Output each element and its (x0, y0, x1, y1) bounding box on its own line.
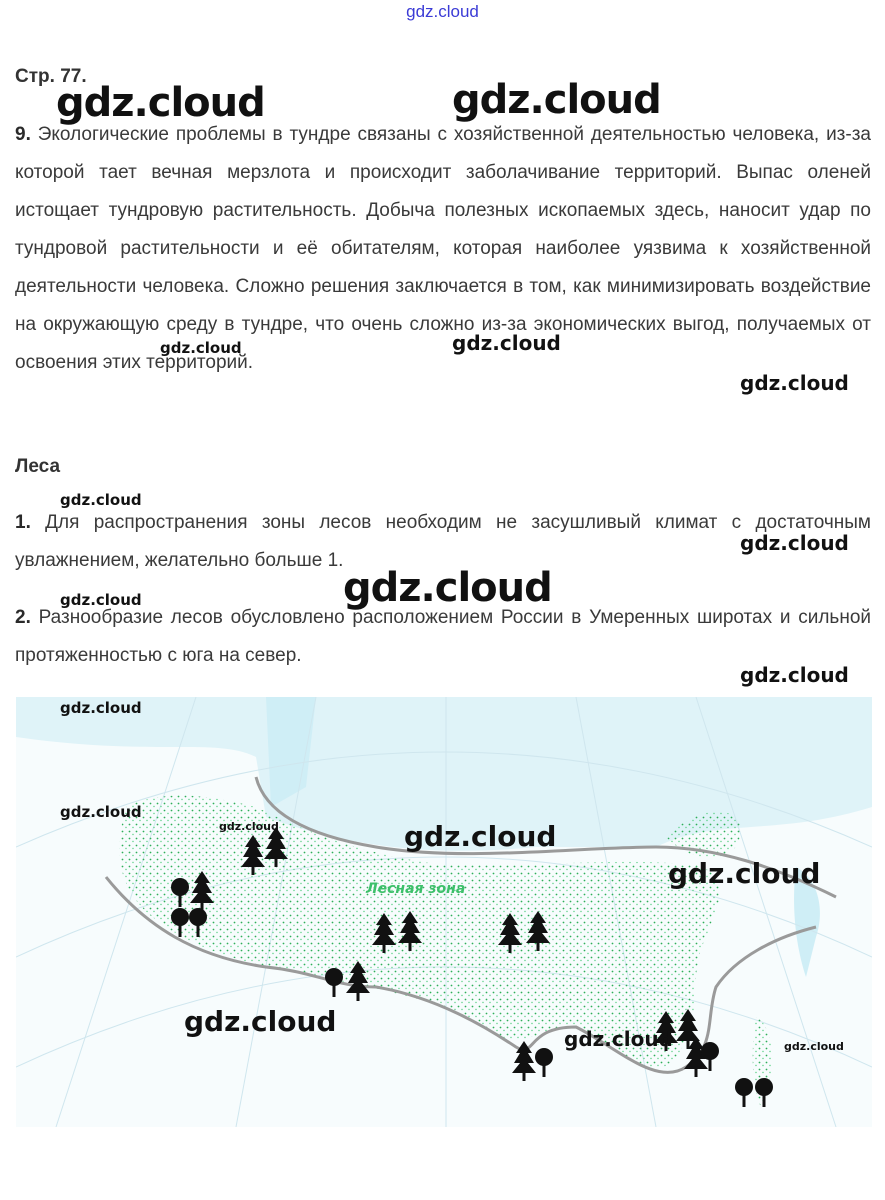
answer-9-text: Экологические проблемы в тундре связаны с хозяйственной деятельностью человека, из-за которой тает вечная мерзлота и происходит заболачивание территорий. Выпас оленей истощает тундровую растительность. Добыча полезных ископаемых здесь, наносит удар по тундровой растительности и её обитателям, которая наиболее уязвима к хозяйственной деятельности человека. Сложно решения заключается в том, как минимизировать воздействие на окружающую среду в тундре, что очень сложно из-за экономических выгод, получаемых от освоения этих территорий. (15, 124, 872, 373)
watermark: gdz.cloud (668, 857, 821, 890)
watermark: gdz.cloud (740, 371, 849, 395)
section-title-forests: Леса (15, 456, 61, 477)
map-label-forest-zone: Лесная зона (366, 881, 466, 897)
watermark: gdz.cloud (404, 820, 557, 853)
watermark: gdz.cloud (56, 80, 265, 126)
watermark: gdz.cloud (219, 820, 279, 833)
watermark: gdz.cloud (564, 1027, 673, 1051)
page-reference: Стр. 77. (15, 66, 87, 87)
watermark: gdz.cloud (452, 331, 561, 355)
watermark: gdz.cloud (60, 491, 142, 509)
forests-answer-1-number: 1. (15, 512, 31, 533)
answer-9-number: 9. (15, 124, 31, 145)
forests-answer-2-number: 2. (15, 607, 31, 628)
site-link[interactable]: gdz.cloud (406, 2, 479, 21)
watermark: gdz.cloud (343, 565, 552, 611)
forests-answer-2-text: Разнообразие лесов обусловлено расположением России в Умеренных широтах и сильной протяженностью с юга на север. (15, 607, 872, 666)
answer-9 (15, 116, 871, 382)
watermark: gdz.cloud (160, 339, 242, 357)
watermark: gdz.cloud (60, 591, 142, 609)
watermark: gdz.cloud (784, 1040, 844, 1053)
watermark: gdz.cloud (452, 77, 661, 123)
watermark: gdz.cloud (740, 531, 849, 555)
watermark: gdz.cloud (60, 803, 142, 821)
watermark: gdz.cloud (740, 663, 849, 687)
watermark: gdz.cloud (184, 1005, 337, 1038)
forest-zone-map (16, 697, 872, 1127)
forests-answer-1-text: Для распространения зоны лесов необходим не засушливый климат с достаточным увлажнением, желательно больше 1. (15, 512, 871, 571)
watermark: gdz.cloud (60, 699, 142, 717)
